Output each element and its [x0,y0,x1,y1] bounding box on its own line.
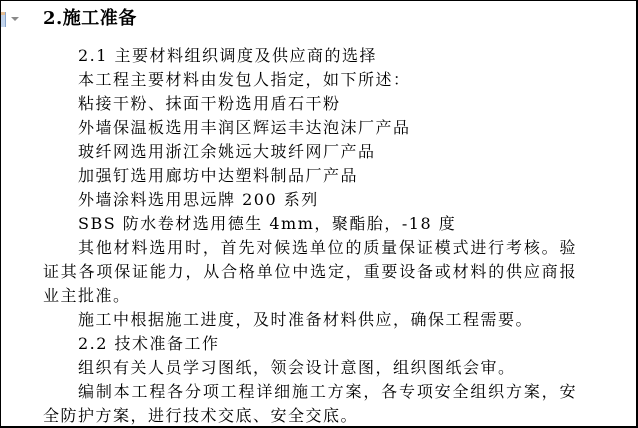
paragraph-drawing-review: 组织有关人员学习图纸，领会设计意图，组织图纸会审。 [78,358,516,377]
paragraph-anchor-nails: 加强钉选用廊坊中达塑料制品厂产品 [78,166,359,185]
paragraph-list [43,44,636,428]
paragraph-subsection-2-1: 2.1 主要材料组织调度及供应商的选择 [78,46,378,65]
paragraph-fiberglass-mesh: 玻纤网选用浙江余姚远大玻纤网厂产品 [78,142,376,161]
paste-options-clipboard-icon [1,12,6,27]
paragraph-construction-plans: 编制本工程各分项工程详细施工方案，各专项安全组织方案，安全防护方案，进行技术交底、安全交底。 [43,382,577,425]
dropdown-arrow-icon [11,17,19,21]
paragraph-supply-schedule: 施工中根据施工进度，及时准备材料供应，确保工程需要。 [78,310,534,329]
paragraph-dry-powder: 粘接干粉、抹面干粉选用盾石干粉 [78,94,341,113]
section-heading: 2.施工准备 [43,8,137,29]
paragraph-other-materials: 其他材料选用时，首先对候选单位的质量保证模式进行考核。验证其各项保证能力，从合格单位中选定，重要设备或材料的供应商报业主批准。 [43,238,577,305]
paragraph-insulation-board: 外墙保温板选用丰润区辉运丰达泡沫厂产品 [78,118,411,137]
paste-options-button[interactable] [1,11,19,27]
paragraph-sbs-membrane: SBS 防水卷材选用德生 4mm，聚酯胎，-18 度 [78,214,457,233]
document-content [1,1,636,428]
paragraph-materials-intro: 本工程主要材料由发包人指定，如下所述： [78,70,411,89]
paragraph-exterior-paint: 外墙涂料选用思远牌 200 系列 [78,190,319,209]
paragraph-subsection-2-2: 2.2 技术准备工作 [78,334,220,353]
